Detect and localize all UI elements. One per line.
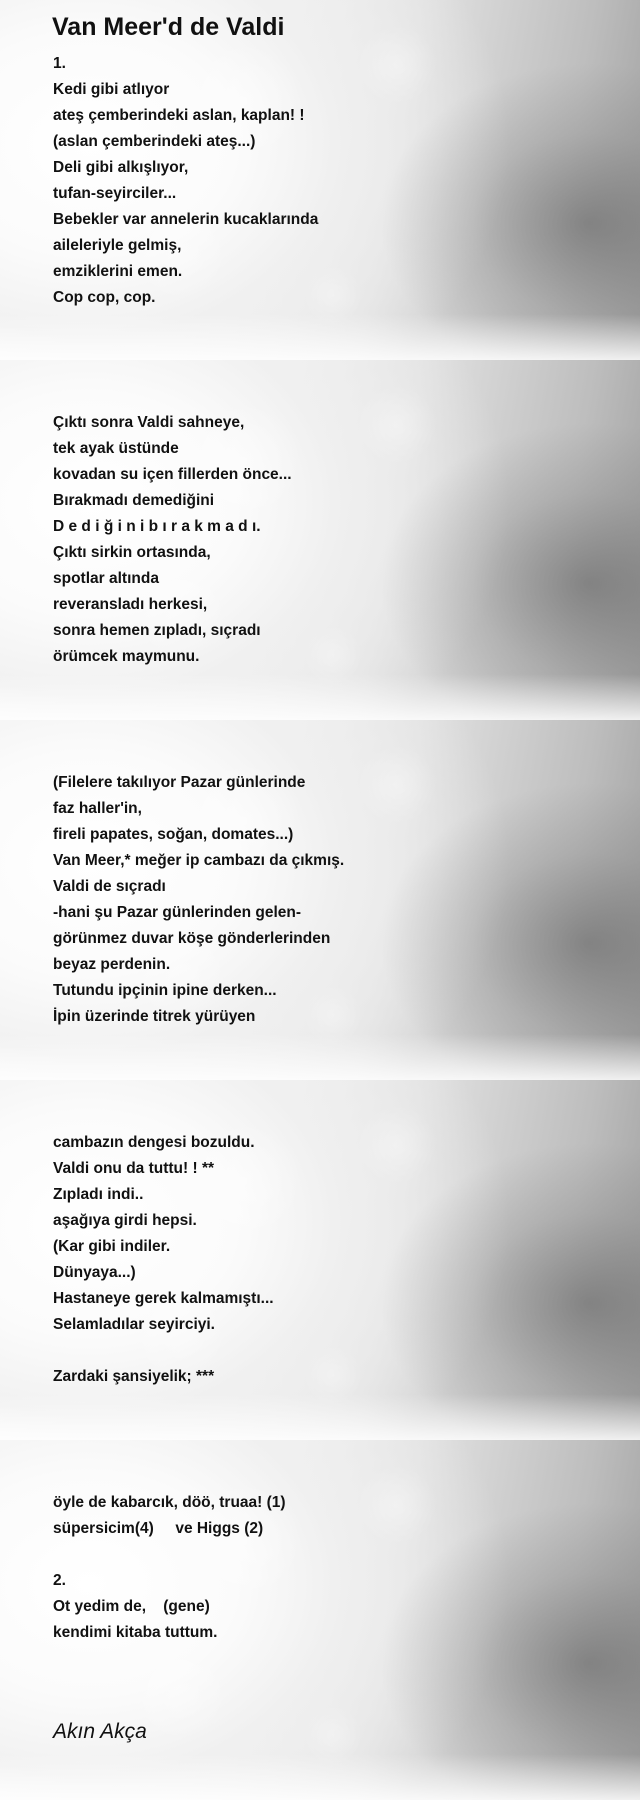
poem-line: Valdi de sıçradı [53,878,166,895]
poem-line: aileleriyle gelmiş, [53,237,182,254]
poem-line: reveransladı herkesi, [53,596,208,613]
poem-line: (Kar gibi indiler. [53,1238,171,1255]
author-name: Akın Akça [53,1720,147,1743]
poem-line: Cop cop, cop. [53,289,156,306]
poem-line: 1. [53,55,66,72]
poem-line: kendimi kitaba tuttum. [53,1624,218,1641]
poem-line: Bebekler var annelerin kucaklarında [53,211,319,228]
poem-panel-1 [0,0,640,360]
poem-line: ateş çemberindeki aslan, kaplan! ! [53,107,305,124]
poem-line: Çıktı sonra Valdi sahneye, [53,414,245,431]
poem-line: Ot yedim de, (gene) [53,1598,210,1615]
poem-line: Zardaki şansiyelik; *** [53,1368,215,1385]
poem-line: Van Meer,* meğer ip cambazı da çıkmış. [53,852,345,869]
poem-line: süpersicim(4) ve Higgs (2) [53,1520,264,1537]
poem-line: sonra hemen zıpladı, sıçradı [53,622,261,639]
stanza-5 [53,1490,286,1646]
poem-line: cambazın dengesi bozuldu. [53,1134,255,1151]
poem-title: Van Meer'd de Valdi [52,13,285,41]
stanza-4 [53,1130,274,1390]
poem-panel-5 [0,1440,640,1800]
poem-line: Valdi onu da tuttu! ! ** [53,1160,215,1177]
poem-line: beyaz perdenin. [53,956,171,973]
poem-line: tufan-seyirciler... [53,185,177,202]
poem-panel-2 [0,360,640,720]
poem-line: Çıktı sirkin ortasında, [53,544,211,561]
poem-line: kovadan su içen fillerden önce... [53,466,292,483]
poem-line: görünmez duvar köşe gönderlerinden [53,930,331,947]
poem-line: örümcek maymunu. [53,648,200,665]
poem-line: tek ayak üstünde [53,440,179,457]
poem-line: Dünyaya...) [53,1264,136,1281]
poem-line: aşağıya girdi hepsi. [53,1212,197,1229]
poem-line: D e d i ğ i n i b ı r a k m a d ı. [53,518,261,535]
poem-panel-4 [0,1080,640,1440]
poem-line: Hastaneye gerek kalmamıştı... [53,1290,274,1307]
poem-line: -hani şu Pazar günlerinden gelen- [53,904,302,921]
poem-line: emziklerini emen. [53,263,183,280]
poem-line: Selamladılar seyirciyi. [53,1316,215,1333]
poem-line: Zıpladı indi.. [53,1186,144,1203]
poem-line: (Filelere takılıyor Pazar günlerinde [53,774,306,791]
poem-line: faz haller'in, [53,800,142,817]
poem-line [53,1338,274,1364]
poem-line [53,1542,286,1568]
poem-line: 2. [53,1572,66,1589]
stanza-2 [53,410,292,670]
poem-line: İpin üzerinde titrek yürüyen [53,1008,256,1025]
poem-line: öyle de kabarcık, döö, truaa! (1) [53,1494,286,1511]
poem-line: Deli gibi alkışlıyor, [53,159,189,176]
poem-line: spotlar altında [53,570,159,587]
poem-line: Kedi gibi atlıyor [53,81,170,98]
stanza-1 [53,51,318,311]
poem-line: Tutundu ipçinin ipine derken... [53,982,277,999]
poem-line: (aslan çemberindeki ateş...) [53,133,256,150]
stanza-3 [53,770,344,1030]
poem-line: Bırakmadı demediğini [53,492,215,509]
poem-panel-3 [0,720,640,1080]
poem-line: fireli papates, soğan, domates...) [53,826,294,843]
